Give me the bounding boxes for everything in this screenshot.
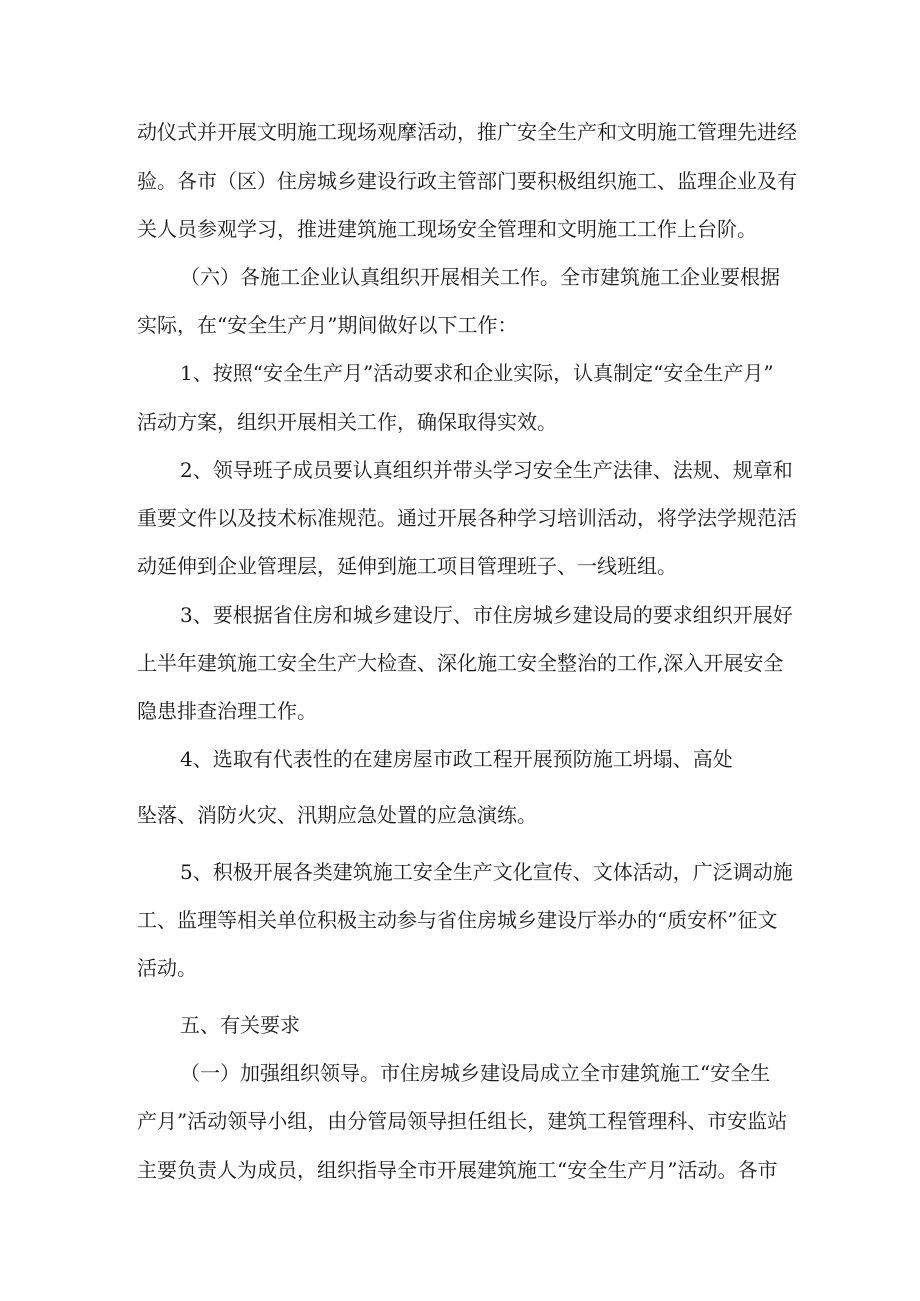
section-heading: 五、有关要求 [180, 1013, 300, 1037]
text-line: 重要文件以及技术标准规范。通过开展各种学习培训活动，将学法学规范活 [137, 506, 797, 530]
text-line: 活动。 [137, 956, 197, 980]
text-line: 工、监理等相关单位积极主动参与省住房城乡建设厅举办的“质安杯”征文 [137, 908, 778, 932]
paragraph-one-heading: （一）加强组织领导。市住房城乡建设局成立全市建筑施工“安全生 [180, 1061, 771, 1085]
text-line: 活动方案，组织开展相关工作，确保取得实效。 [137, 410, 557, 434]
list-item-4: 4、选取有代表性的在建房屋市政工程开展预防施工坍塌、高处 [180, 747, 733, 771]
text-line: 实际，在“安全生产月”期间做好以下工作： [137, 313, 518, 337]
list-item-3: 3、要根据省住房和城乡建设厅、市住房城乡建设局的要求组织开展好 [180, 603, 793, 627]
text-line: 隐患排查治理工作。 [137, 699, 317, 723]
list-item-5: 5、积极开展各类建筑施工安全生产文化宣传、文体活动，广泛调动施 [180, 860, 793, 884]
text-line: 坠落、消防火灾、汛期应急处置的应急演练。 [137, 803, 537, 827]
text-line: 主要负责人为成员，组织指导全市开展建筑施工“安全生产月”活动。各市 [137, 1158, 778, 1182]
paragraph-six-heading: （六）各施工企业认真组织开展相关工作。全市建筑施工企业要根据 [180, 265, 780, 289]
text-line: 验。各市（区）住房城乡建设行政主管部门要积极组织施工、监理企业及有 [137, 169, 797, 193]
list-item-1: 1、按照“安全生产月”活动要求和企业实际，认真制定“安全生产月” [180, 361, 774, 385]
text-line: 产月”活动领导小组，由分管局领导担任组长，建筑工程管理科、市安监站 [137, 1109, 788, 1133]
text-line: 动延伸到企业管理层，延伸到施工项目管理班子、一线班组。 [137, 554, 677, 578]
text-line: 动仪式并开展文明施工现场观摩活动，推广安全生产和文明施工管理先进经 [137, 120, 797, 144]
text-line: 关人员参观学习，推进建筑施工现场安全管理和文明施工工作上台阶。 [137, 217, 757, 241]
text-line: 上半年建筑施工安全生产大检查、深化施工安全整治的工作,深入开展安全 [137, 651, 784, 675]
list-item-2: 2、领导班子成员要认真组织并带头学习安全生产法律、法规、规章和 [180, 458, 793, 482]
